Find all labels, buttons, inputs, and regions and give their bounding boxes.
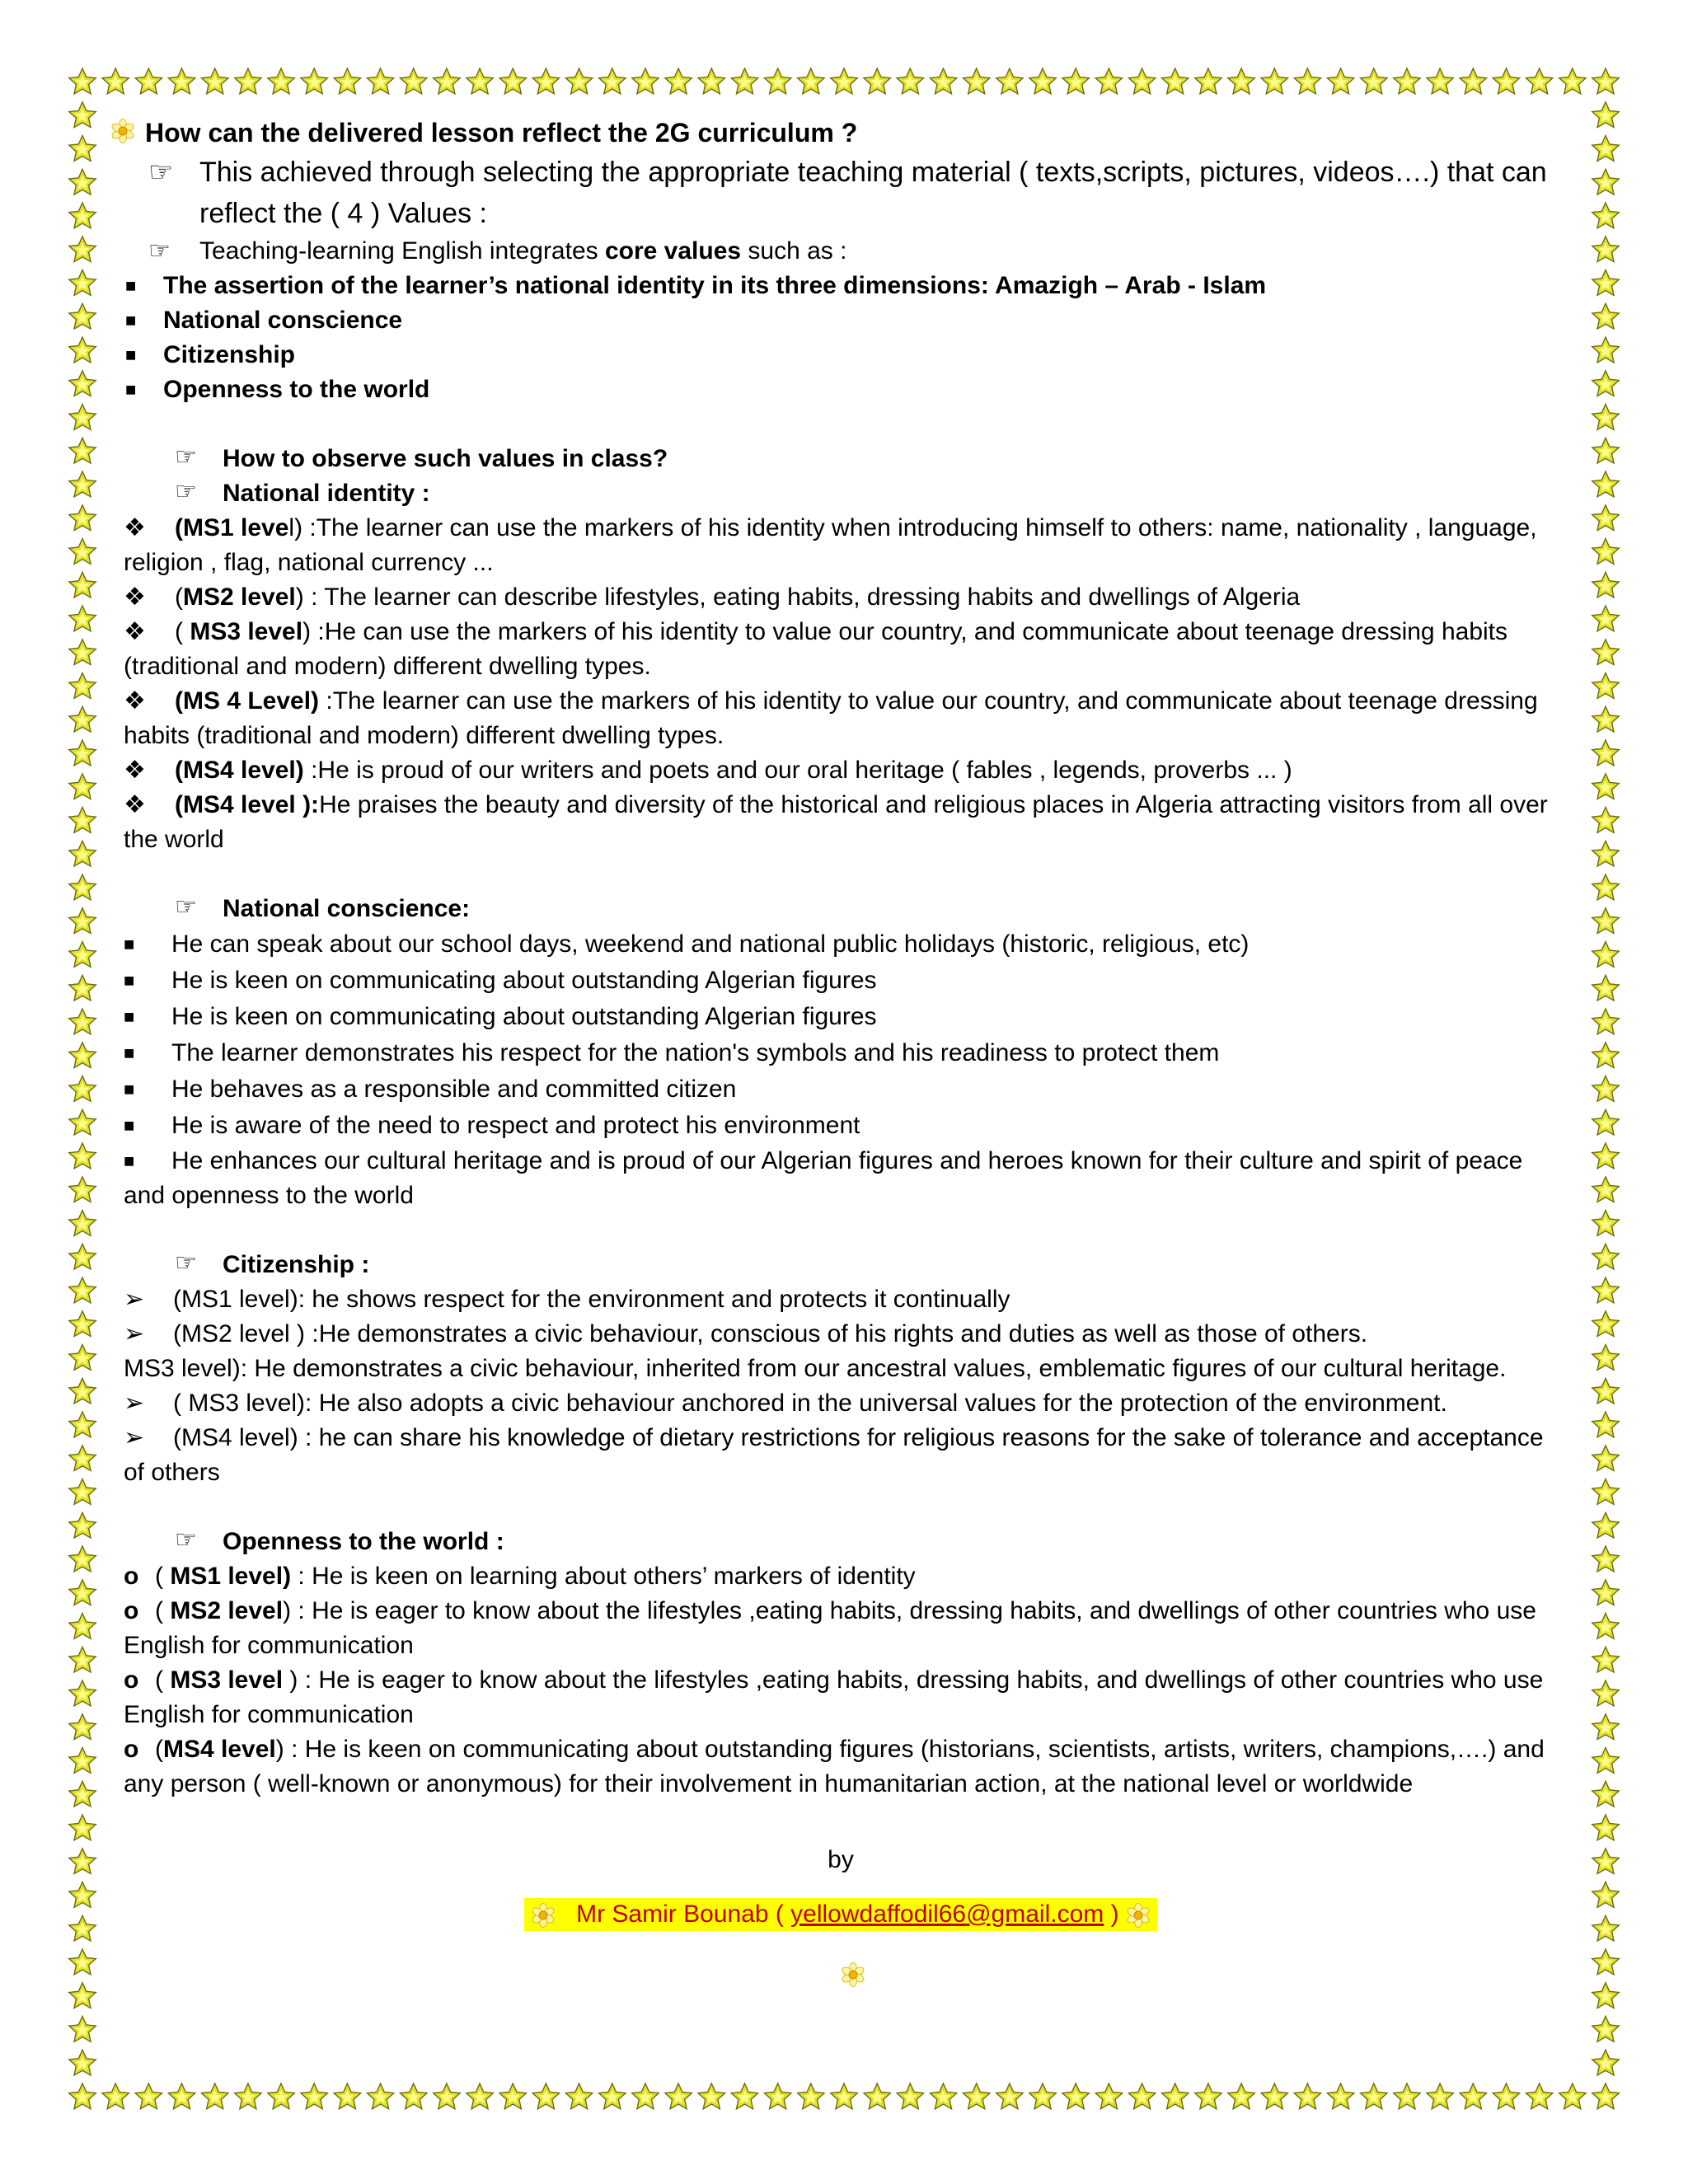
circle-bullet-icon: o [124, 1666, 139, 1694]
diamond-bullet-icon: ❖ [124, 791, 146, 818]
diamond-bullet-icon: ❖ [124, 583, 146, 611]
national-conscience-list [124, 926, 1558, 1213]
national-identity-list [124, 511, 1558, 857]
core-values-list [124, 269, 1558, 407]
list-item: o ( MS2 level) : He is eager to know about the lifestyles ,eating habits, dressing habits, and dwellings of other countries who use English for communication [124, 1594, 1558, 1663]
pointing-hand-icon: ☞ [175, 1526, 197, 1554]
circle-bullet-icon: o [124, 1563, 139, 1590]
pointing-hand-icon: ☞ [175, 443, 197, 471]
list-item: ■ National conscience [124, 303, 1558, 338]
list-item: ■ He can speak about our school days, weekend and national public holidays (historic, religious, etc) [124, 926, 1558, 963]
square-bullet-icon: ■ [124, 1079, 135, 1099]
diamond-bullet-icon: ❖ [124, 757, 146, 784]
arrow-bullet-icon: ➢ [124, 1286, 145, 1313]
list-item: ■ He is keen on communicating about outstanding Algerian figures [124, 963, 1558, 999]
bottom-ornament [124, 1957, 1558, 1991]
daffodil-icon [110, 119, 135, 143]
list-item: ➢ (MS4 level) : he can share his knowledge of dietary restrictions for religious reasons for the sake of tolerance and acceptance of others [124, 1421, 1558, 1490]
list-item: ❖ (MS1 level) :The learner can use the markers of his identity when introducing himself to others: name, nationality , language, religion , flag, national currency ... [124, 511, 1558, 580]
list-item: o (MS4 level) : He is keen on communicating about outstanding figures (historians, scientists, artists, writers, champions,….) and any person ( well-known or anonymous) for their involvement in humanitarian action, at the national level or worldwide [124, 1732, 1558, 1802]
square-bullet-icon: ■ [124, 1115, 135, 1136]
email-link[interactable]: yellowdaffodil66@gmail.com [790, 1900, 1104, 1928]
by-line: by [828, 1846, 854, 1873]
daffodil-icon [531, 1903, 556, 1928]
list-item: MS3 level): He demonstrates a civic behaviour, inherited from our ancestral values, emblematic figures of our cultural heritage. [124, 1355, 1507, 1382]
circle-bullet-icon: o [124, 1597, 139, 1624]
daffodil-icon [1126, 1903, 1151, 1928]
openness-list [124, 1559, 1558, 1802]
square-bullet-icon: ■ [125, 379, 137, 400]
list-item: ❖ ( MS3 level) :He can use the markers of his identity to value our country, and communicate about teenage dressing habits (traditional and modern) different dwelling types. [124, 615, 1558, 684]
list-item: ■ The learner demonstrates his respect for the nation's symbols and his readiness to protect them [124, 1035, 1558, 1071]
pointing-hand-icon: ☞ [175, 893, 197, 921]
arrow-bullet-icon: ➢ [124, 1390, 145, 1417]
diamond-bullet-icon: ❖ [124, 687, 146, 715]
diamond-bullet-icon: ❖ [124, 514, 146, 541]
observe-heading: ☞ How to observe such values in class? [124, 442, 1558, 476]
square-bullet-icon: ■ [124, 1006, 135, 1027]
openness-heading: ☞ Openness to the world : [124, 1525, 1558, 1559]
circle-bullet-icon: o [124, 1736, 139, 1763]
square-bullet-icon: ■ [124, 934, 135, 954]
list-item: ■ He enhances our cultural heritage and is proud of our Algerian figures and heroes known for their culture and spirit of peace and openness to the world [124, 1144, 1558, 1213]
list-item: ■ Citizenship [124, 338, 1558, 373]
list-item: ❖ (MS4 level) :He is proud of our writers and poets and our oral heritage ( fables , legends, proverbs ... ) [124, 753, 1558, 788]
list-item: ❖ (MS2 level) : The learner can describe lifestyles, eating habits, dressing habits and dwellings of Algeria [124, 580, 1558, 615]
list-item: ❖ (MS 4 Level) :The learner can use the markers of his identity to value our country, and communicate about teenage dressing habits (traditional and modern) different dwelling types. [124, 684, 1558, 753]
page-title: How can the delivered lesson reflect the 2G curriculum ? [124, 114, 1558, 152]
square-bullet-icon: ■ [125, 275, 137, 296]
square-bullet-icon: ■ [124, 970, 135, 991]
author-credit: Mr Samir Bounab ( yellowdaffodil66@gmail.com ) [124, 1897, 1558, 1932]
list-item: o ( MS1 level) : He is keen on learning about others’ markers of identity [124, 1559, 1558, 1594]
list-item: ■ Openness to the world [124, 373, 1558, 407]
daffodil-icon [841, 1962, 865, 1987]
list-item: ➢ (MS2 level ) :He demonstrates a civic behaviour, conscious of his rights and duties as well as those of others. [124, 1317, 1558, 1352]
list-item: o ( MS3 level ) : He is eager to know about the lifestyles ,eating habits, dressing habits, and dwellings of other countries who use English for communication [124, 1663, 1558, 1732]
arrow-bullet-icon: ➢ [124, 1424, 145, 1451]
square-bullet-icon: ■ [124, 1151, 135, 1171]
intro-line-1: ☞ This achieved through selecting the appropriate teaching material ( texts,scripts, pictures, videos….) that can reflect the ( 4 ) Values : [124, 152, 1558, 234]
pointing-hand-icon: ☞ [175, 478, 197, 505]
list-item: ❖ (MS4 level ):He praises the beauty and diversity of the historical and religious places in Algeria attracting visitors from all over the world [124, 788, 1558, 857]
list-item: ■ He is aware of the need to respect and protect his environment [124, 1108, 1558, 1144]
list-item: ➢ ( MS3 level): He also adopts a civic behaviour anchored in the universal values for the protection of the environment. [124, 1386, 1558, 1421]
list-item: ■ The assertion of the learner’s national identity in its three dimensions: Amazigh – Arab - Islam [124, 269, 1558, 303]
document-body [124, 114, 1558, 1991]
national-identity-heading: ☞ National identity : [124, 476, 1558, 511]
square-bullet-icon: ■ [124, 1043, 135, 1063]
pointing-hand-icon: ☞ [148, 237, 171, 265]
pointing-hand-icon: ☞ [175, 1249, 197, 1277]
citizenship-heading: ☞ Citizenship : [124, 1248, 1558, 1282]
citizenship-list [124, 1282, 1558, 1490]
list-item: ➢ (MS1 level): he shows respect for the environment and protects it continually [124, 1282, 1558, 1317]
intro-line-2: ☞ Teaching-learning English integrates core values such as : [124, 234, 1558, 269]
arrow-bullet-icon: ➢ [124, 1320, 145, 1347]
list-item: ■ He is keen on communicating about outstanding Algerian figures [124, 999, 1558, 1035]
square-bullet-icon: ■ [125, 310, 137, 330]
list-item: ■ He behaves as a responsible and committed citizen [124, 1071, 1558, 1108]
square-bullet-icon: ■ [125, 344, 137, 365]
pointing-hand-icon: ☞ [148, 157, 174, 188]
national-conscience-heading: ☞ National conscience: [124, 892, 1558, 926]
diamond-bullet-icon: ❖ [124, 618, 146, 645]
